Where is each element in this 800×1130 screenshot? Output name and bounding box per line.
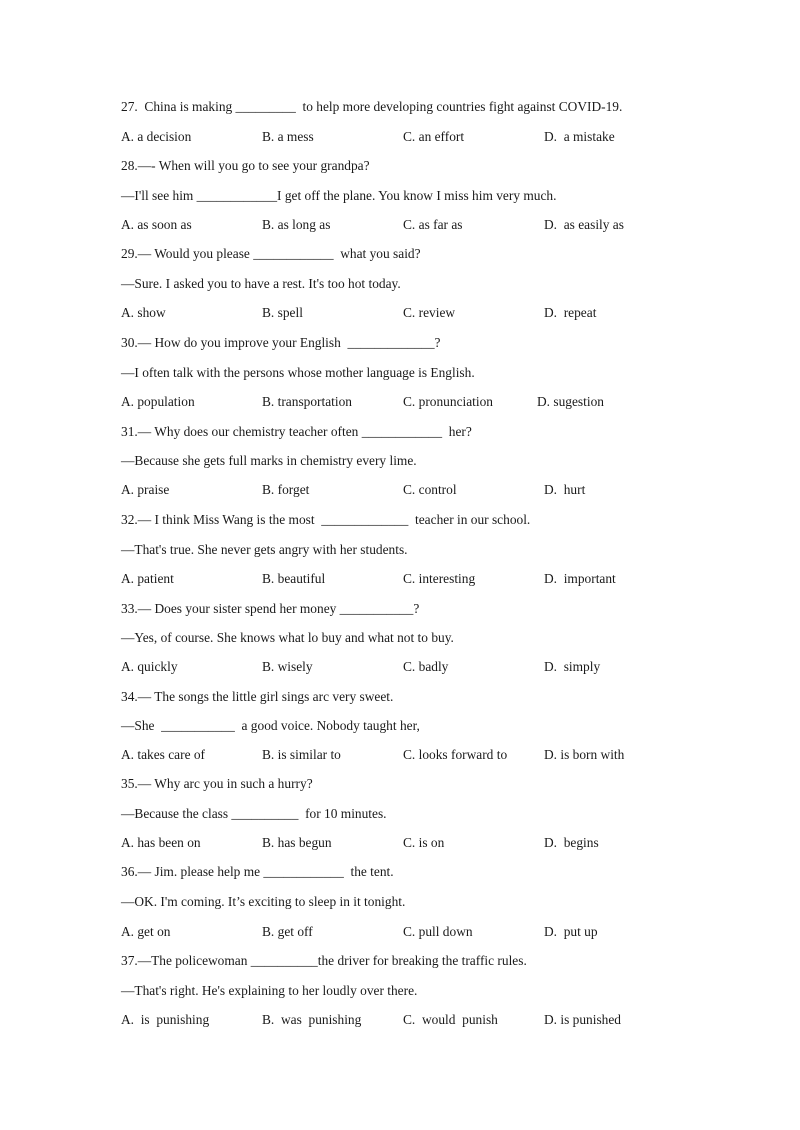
question-36-stem: 36.— Jim. please help me ____________ the tent. [121,864,394,879]
question-35-stem: 35.— Why arc you in such a hurry? [121,776,313,791]
option-c: C. an effort [403,129,465,144]
question-31-reply: —Because she gets full marks in chemistry every lime. [121,453,417,468]
question-37-stem: 37.—The policewoman __________the driver for breaking the traffic rules. [121,953,527,968]
option-d: D. as easily as [544,217,624,232]
question-35-options [121,835,681,851]
option-c: C. pronunciation [403,394,494,409]
option-a: A. takes care of [121,747,206,762]
option-b: B. get off [262,924,313,939]
question-32-options [121,571,681,587]
option-c: C. control [403,482,457,497]
option-a: A. is punishing [121,1012,210,1027]
option-d: D. simply [544,659,601,674]
option-b: B. spell [262,305,303,320]
question-37-options [121,1012,681,1028]
option-d: D. is born with [544,747,625,762]
option-a: A. as soon as [121,217,192,232]
question-30-options [121,394,681,410]
option-d: D. hurt [544,482,586,497]
option-a: A. get on [121,924,171,939]
option-c: C. would punish [403,1012,498,1027]
option-b: B. transportation [262,394,353,409]
question-28-stem: 28.—- When will you go to see your grandpa? [121,158,370,173]
option-d: D. sugestion [537,394,604,409]
question-36-reply: —OK. I'm coming. It’s exciting to sleep in it tonight. [121,894,406,909]
option-d: D. important [544,571,616,586]
option-b: B. a mess [262,129,314,144]
option-d: D. put up [544,924,598,939]
question-37-reply: —That's right. He's explaining to her loudly over there. [121,983,418,998]
question-31-options [121,482,681,498]
option-c: C. badly [403,659,449,674]
question-28-options [121,217,681,233]
option-a: A. quickly [121,659,178,674]
option-b: B. has begun [262,835,332,850]
question-34-stem: 34.— The songs the little girl sings arc very sweet. [121,689,394,704]
question-30-stem: 30.— How do you improve your English _____________? [121,335,441,350]
option-b: B. forget [262,482,310,497]
option-a: A. show [121,305,166,320]
question-35-reply: —Because the class __________ for 10 minutes. [121,806,387,821]
question-34-reply: —She ___________ a good voice. Nobody taught her, [121,718,420,733]
question-30-reply: —I often talk with the persons whose mother language is English. [121,365,475,380]
option-a: A. a decision [121,129,192,144]
question-28-reply: —I'll see him ____________I get off the plane. You know I miss him very much. [121,188,557,203]
option-c: C. pull down [403,924,473,939]
option-a: A. population [121,394,195,409]
question-36-options [121,924,681,940]
question-33-stem: 33.— Does your sister spend her money ___________? [121,601,420,616]
option-b: B. as long as [262,217,331,232]
option-c: C. review [403,305,456,320]
question-29-reply: —Sure. I asked you to have a rest. It's too hot today. [121,276,401,291]
question-33-options [121,659,681,675]
question-27-stem: 27. China is making _________ to help more developing countries fight against COVID-19. [121,99,623,114]
option-d: D. begins [544,835,599,850]
question-34-options [121,747,681,763]
option-c: C. as far as [403,217,463,232]
option-d: D. a mistake [544,129,615,144]
option-b: B. is similar to [262,747,341,762]
option-c: C. interesting [403,571,476,586]
question-29-stem: 29.— Would you please ____________ what you said? [121,246,421,261]
option-a: A. praise [121,482,170,497]
option-b: B. wisely [262,659,313,674]
question-33-reply: —Yes, of course. She knows what lo buy and what not to buy. [121,630,454,645]
option-a: A. has been on [121,835,201,850]
question-32-stem: 32.— I think Miss Wang is the most _____________ teacher in our school. [121,512,531,527]
question-32-reply: —That's true. She never gets angry with her students. [121,542,408,557]
option-b: B. beautiful [262,571,326,586]
option-c: C. looks forward to [403,747,508,762]
option-d: D. repeat [544,305,597,320]
option-b: B. was punishing [262,1012,362,1027]
option-a: A. patient [121,571,174,586]
question-31-stem: 31.— Why does our chemistry teacher often ____________ her? [121,424,472,439]
question-27-options [121,129,681,145]
option-c: C. is on [403,835,445,850]
question-29-options [121,305,681,321]
option-d: D. is punished [544,1012,621,1027]
